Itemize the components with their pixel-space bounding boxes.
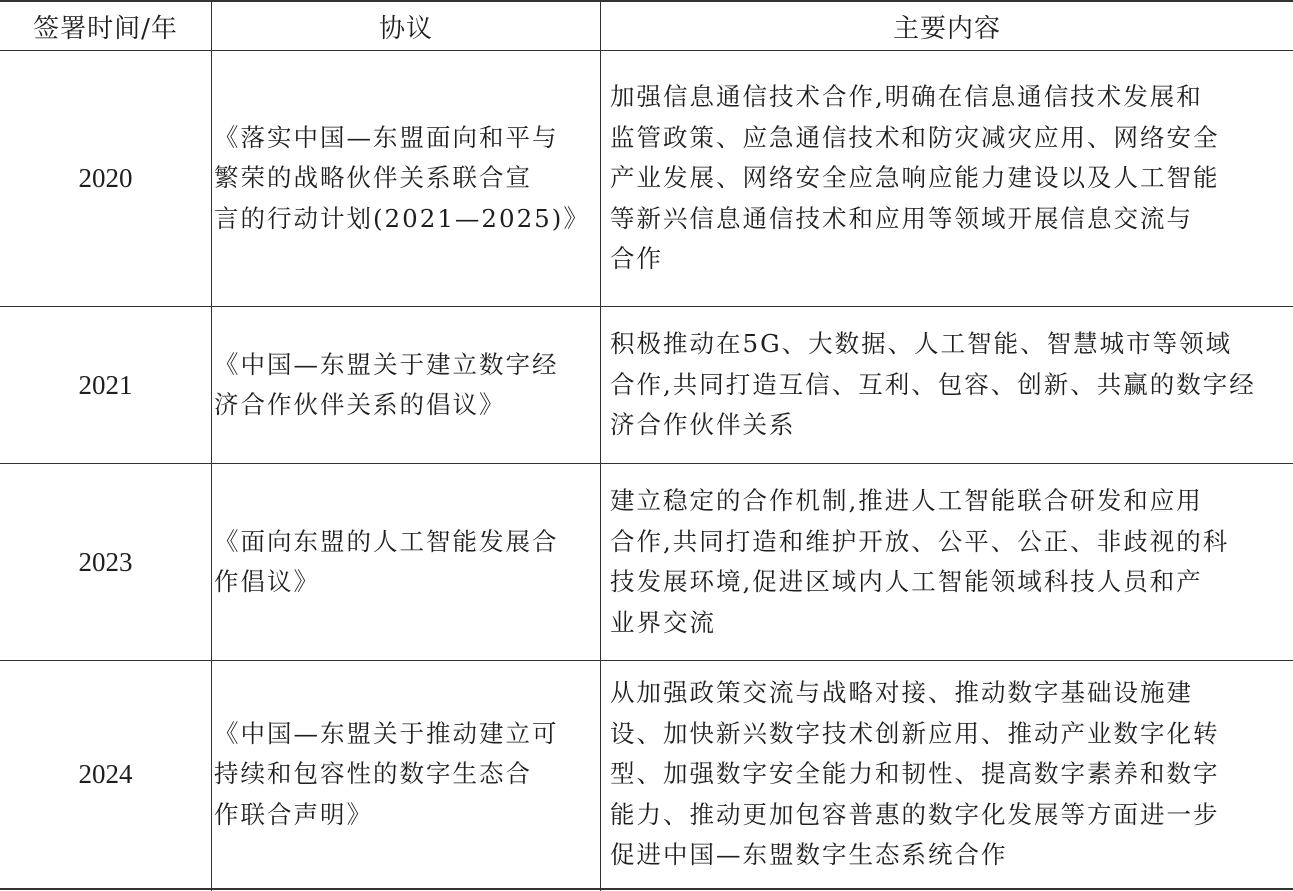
table-row-agreement: 《面向东盟的人工智能发展合 作倡议》: [214, 526, 559, 596]
table-row-agreement: 《中国—东盟关于推动建立可 持续和包容性的数字生态合 作联合声明》: [214, 718, 559, 829]
table-row-agreement: 《中国—东盟关于建立数字经 济合作伙伴关系的倡议》: [214, 349, 559, 419]
header-agreement: 协议: [378, 13, 433, 44]
table-row-year: 2021: [78, 369, 133, 400]
table-row-agreement: 《落实中国—东盟面向和平与 繁荣的战略伙伴关系联合宣 言的行动计划(2021—2025)》: [214, 122, 590, 233]
table-row-content: 加强信息通信技术合作,明确在信息通信技术发展和 监管政策、应急通信技术和防灾减灾应用、网络安全 产业发展、网络安全应急响应能力建设以及人工智能 等新兴信息通信技术和应用等领域开展信息交流与 合作: [610, 82, 1220, 274]
header-year: 签署时间/年: [33, 13, 178, 44]
table-row-content: 从加强政策交流与战略对接、推动数字基础设施建 设、加快新兴数字技术创新应用、推动产业数字化转 型、加强数字安全能力和韧性、提高数字素养和数字 能力、推动更加包容普惠的数字化发展等方面进一步 促进中国—东盟数字生态系统合作: [610, 678, 1220, 870]
column-divider: [600, 0, 601, 891]
table-row-content: 积极推动在5G、大数据、人工智能、智慧城市等领域 合作,共同打造互信、互利、包容、创新、共赢的数字经 济合作伙伴关系: [610, 329, 1256, 440]
table-row-year: 2020: [78, 163, 133, 193]
table-row-content: 建立稳定的合作机制,推进人工智能联合研发和应用 合作,共同打造和维护开放、公平、公正、非歧视的科 技发展环境,促进区域内人工智能领域科技人员和产 业界交流: [610, 486, 1230, 637]
table-bottom-rule: [0, 888, 1293, 890]
column-divider: [211, 0, 212, 891]
table-row-year: 2024: [78, 759, 133, 789]
header-content: 主要内容: [892, 13, 1001, 44]
table-row-year: 2023: [78, 546, 133, 577]
